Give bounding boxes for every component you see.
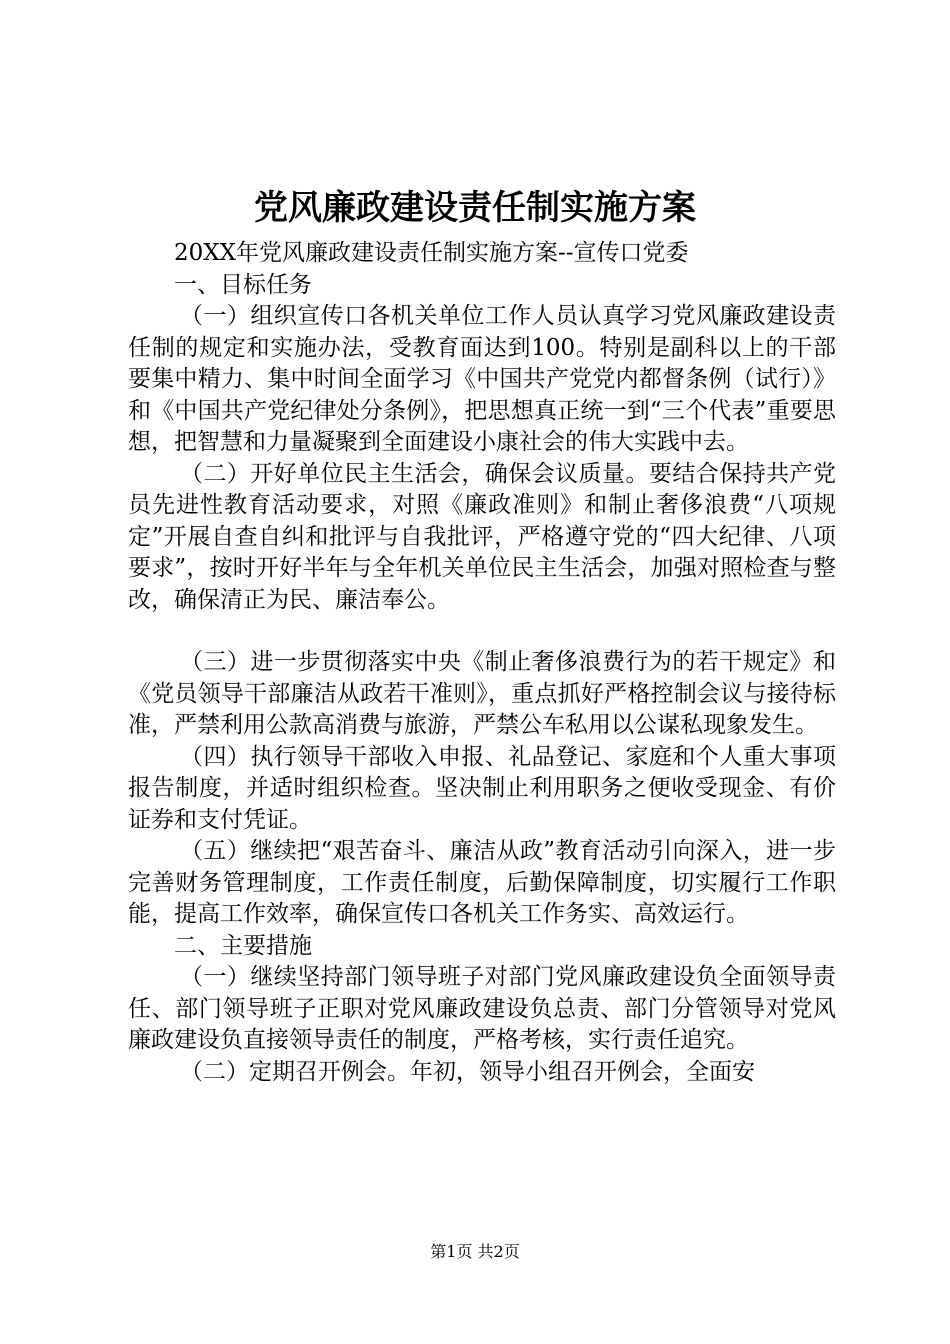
- page-footer: 第1页 共2页: [430, 1242, 520, 1261]
- paragraph: （二）定期召开例会。年初，领导小组召开例会，全面安: [180, 1058, 755, 1085]
- document-subtitle: 20XX年党风廉政建设责任制实施方案--宣传口党委: [174, 240, 689, 266]
- paragraph: （一）继续坚持部门领导班子对部门党风廉政建设负全面领导责任、部门领导班子正职对党风廉政建设负总责、部门分管领导对党风廉政建设负直接领导责任的制度，严格考核，实行责任追究。: [128, 964, 836, 1053]
- section-heading: 一、目标任务: [174, 271, 312, 298]
- paragraph: （一）组织宣传口各机关单位工作人员认真学习党风廉政建设责任制的规定和实施办法，受教育面达到100。特别是副科以上的干部要集中精力、集中时间全面学习《中国共产党党内都督条例（试行）》和《中国共产党纪律处分条例》，把思想真正统一到“三个代表”重要思想，把智慧和力量凝聚到全面建设小康社会的伟大实践中去。: [128, 303, 836, 455]
- paragraph: （三）进一步贯彻落实中央《制止奢侈浪费行为的若干规定》和《党员领导干部廉洁从政若干准则》，重点抓好严格控制会议与接待标准，严禁利用公款高消费与旅游，严禁公车私用以公谋私现象发生。: [128, 649, 836, 738]
- paragraph: （四）执行领导干部收入申报、礼品登记、家庭和个人重大事项报告制度，并适时组织检查。坚决制止利用职务之便收受现金、有价证券和支付凭证。: [128, 743, 836, 833]
- paragraph: （二）开好单位民主生活会，确保会议质量。要结合保持共产党员先进性教育活动要求，对照《廉政准则》和制止奢侈浪费“八项规定”开展自查自纠和批评与自我批评，严格遵守党的“四大纪律、八项要求”，按时开好半年与全年机关单位民主生活会，加强对照检查与整改，确保清正为民、廉洁奉公。: [128, 460, 836, 613]
- section-heading: 二、主要措施: [174, 932, 312, 959]
- paragraph-gap: [128, 616, 836, 647]
- document-title: 党风廉政建设责任制实施方案: [254, 188, 696, 228]
- paragraph: （五）继续把“艰苦奋斗、廉洁从政”教育活动引向深入，进一步完善财务管理制度，工作责任制度，后勤保障制度，切实履行工作职能，提高工作效率，确保宣传口各机关工作务实、高效运行。: [128, 838, 836, 927]
- document-body: [128, 238, 836, 1088]
